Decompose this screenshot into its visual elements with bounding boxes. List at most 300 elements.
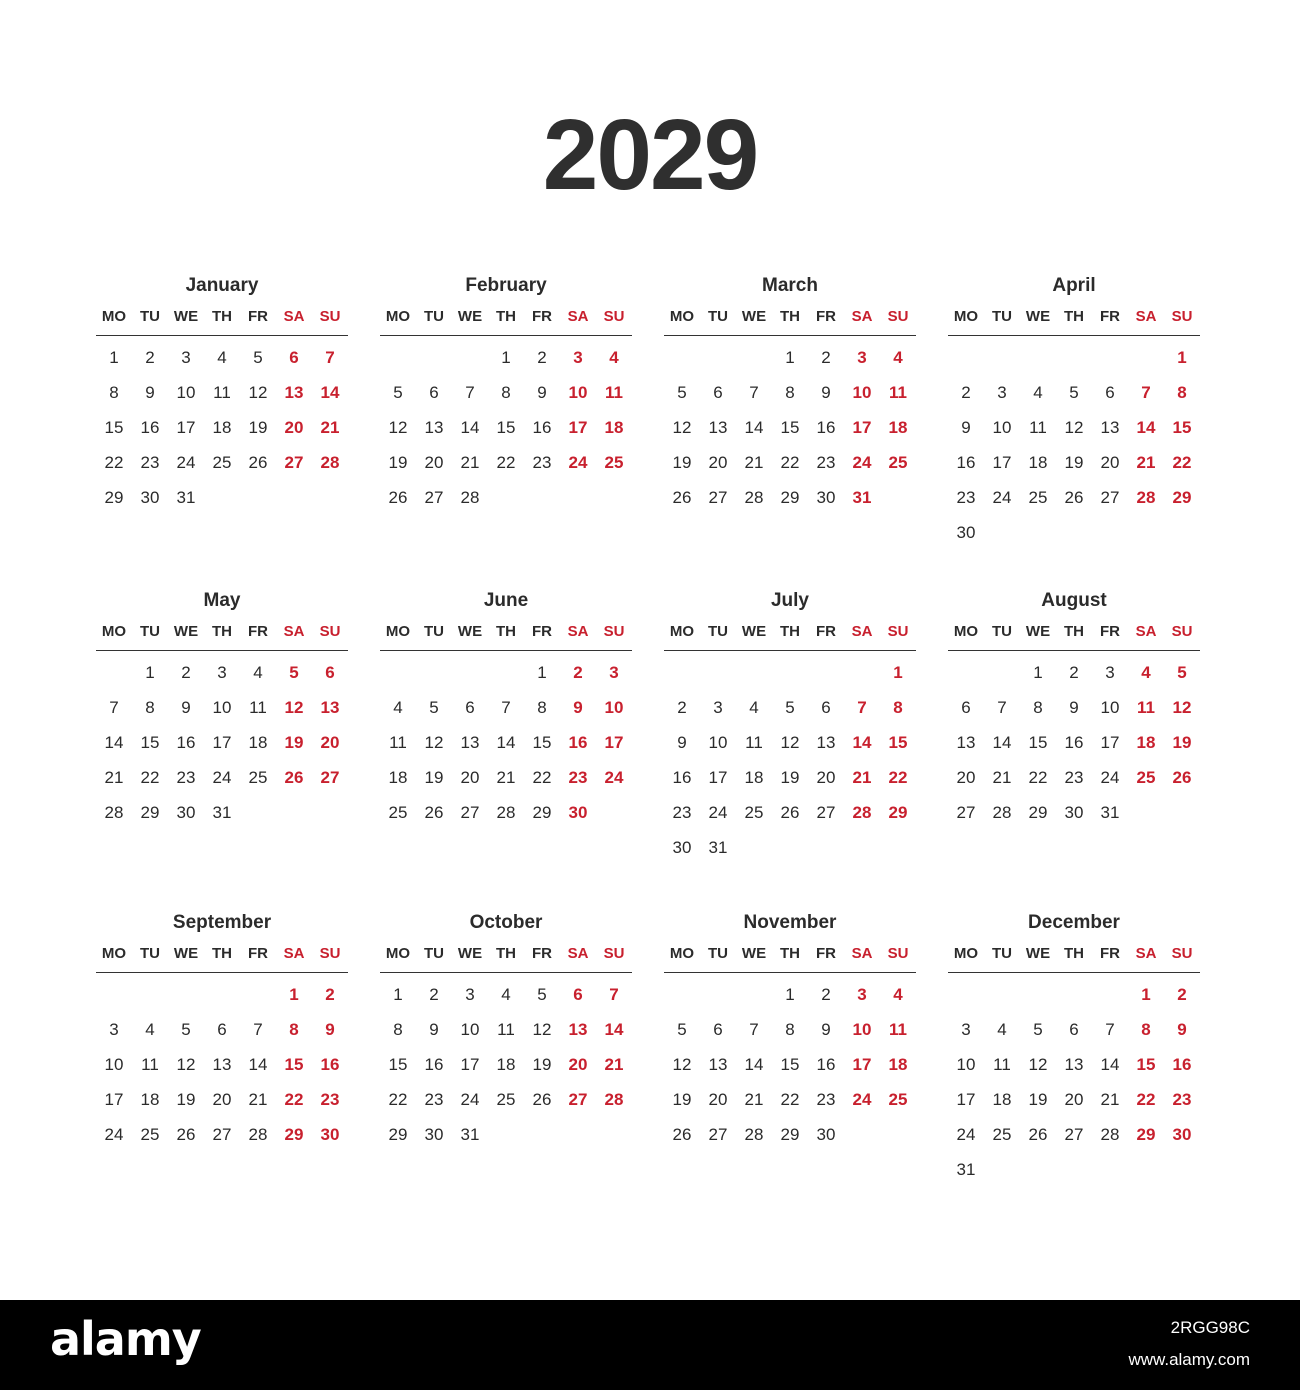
weekday-label: FR bbox=[1100, 945, 1120, 962]
day-cell: 18 bbox=[388, 768, 408, 787]
day-cell: 13 bbox=[708, 418, 728, 437]
day-cell: 16 bbox=[816, 418, 836, 437]
day-cell: 27 bbox=[212, 1125, 232, 1144]
day-cell: 24 bbox=[212, 768, 232, 787]
weekday-label: FR bbox=[816, 945, 836, 962]
day-cell: 7 bbox=[501, 698, 511, 717]
weekday-label: SA bbox=[851, 308, 873, 325]
day-cell: 19 bbox=[672, 453, 692, 472]
month-name: June bbox=[483, 590, 529, 611]
weekday-label: MO bbox=[101, 623, 127, 640]
weekday-label: WE bbox=[741, 623, 767, 640]
day-cell: 14 bbox=[104, 733, 124, 752]
day-cell: 5 bbox=[1177, 663, 1187, 682]
weekday-label: FR bbox=[248, 945, 268, 962]
day-cell: 17 bbox=[460, 1055, 480, 1074]
day-grid bbox=[380, 977, 632, 1152]
day-cell: 8 bbox=[1033, 698, 1043, 717]
day-cell: 30 bbox=[1172, 1125, 1192, 1144]
day-cell: 9 bbox=[1069, 698, 1079, 717]
day-cell: 3 bbox=[857, 985, 867, 1004]
day-cell: 5 bbox=[181, 1020, 191, 1039]
day-cell: 3 bbox=[465, 985, 475, 1004]
empty-cell bbox=[1020, 977, 1056, 1012]
day-cell: 21 bbox=[320, 418, 340, 437]
day-cell: 22 bbox=[532, 768, 552, 787]
day-cell: 16 bbox=[176, 733, 196, 752]
day-cell: 6 bbox=[429, 383, 439, 402]
day-cell: 25 bbox=[496, 1090, 516, 1109]
day-cell: 18 bbox=[604, 418, 624, 437]
day-cell: 2 bbox=[537, 348, 547, 367]
day-grid bbox=[380, 655, 632, 830]
empty-cell bbox=[736, 340, 772, 375]
day-cell: 11 bbox=[497, 1020, 515, 1039]
day-cell: 19 bbox=[176, 1090, 196, 1109]
day-cell: 19 bbox=[672, 1090, 692, 1109]
day-cell: 5 bbox=[785, 698, 795, 717]
day-cell: 16 bbox=[140, 418, 160, 437]
weekday-label: TH bbox=[496, 945, 516, 962]
day-cell: 23 bbox=[1064, 768, 1084, 787]
day-cell: 28 bbox=[852, 803, 872, 822]
weekday-label: TH bbox=[212, 945, 232, 962]
weekday-label: SA bbox=[1135, 308, 1157, 325]
day-cell: 16 bbox=[424, 1055, 444, 1074]
weekday-header bbox=[380, 942, 632, 973]
weekday-label: TU bbox=[708, 945, 728, 962]
day-cell: 22 bbox=[140, 768, 160, 787]
day-cell: 11 bbox=[605, 383, 623, 402]
day-cell: 31 bbox=[852, 488, 872, 507]
day-cell: 22 bbox=[1028, 768, 1048, 787]
day-cell: 2 bbox=[821, 348, 831, 367]
day-cell: 4 bbox=[501, 985, 511, 1004]
day-cell: 23 bbox=[816, 453, 836, 472]
day-cell: 6 bbox=[325, 663, 335, 682]
day-cell: 29 bbox=[1028, 803, 1048, 822]
weekday-label: TH bbox=[212, 308, 232, 325]
day-cell: 26 bbox=[284, 768, 304, 787]
empty-cell bbox=[452, 340, 488, 375]
day-cell: 3 bbox=[857, 348, 867, 367]
day-cell: 18 bbox=[1028, 453, 1048, 472]
day-cell: 13 bbox=[816, 733, 836, 752]
day-cell: 1 bbox=[785, 985, 795, 1004]
weekday-label: TH bbox=[780, 945, 800, 962]
month-name: April bbox=[1052, 275, 1096, 296]
day-cell: 15 bbox=[284, 1055, 304, 1074]
day-cell: 18 bbox=[248, 733, 268, 752]
day-cell: 1 bbox=[501, 348, 511, 367]
day-cell: 18 bbox=[1136, 733, 1156, 752]
day-cell: 9 bbox=[961, 418, 971, 437]
day-cell: 30 bbox=[1064, 803, 1084, 822]
day-cell: 6 bbox=[217, 1020, 227, 1039]
day-cell: 22 bbox=[388, 1090, 408, 1109]
empty-cell bbox=[204, 977, 240, 1012]
day-cell: 18 bbox=[888, 418, 908, 437]
day-grid bbox=[380, 340, 632, 515]
day-cell: 30 bbox=[816, 488, 836, 507]
weekday-header bbox=[96, 942, 348, 973]
day-cell: 4 bbox=[253, 663, 263, 682]
day-cell: 4 bbox=[217, 348, 227, 367]
empty-cell bbox=[808, 655, 844, 690]
month-september bbox=[96, 912, 348, 1152]
day-cell: 29 bbox=[1172, 488, 1192, 507]
day-cell: 26 bbox=[780, 803, 800, 822]
weekday-label: TH bbox=[212, 623, 232, 640]
day-cell: 25 bbox=[604, 453, 624, 472]
day-cell: 27 bbox=[568, 1090, 588, 1109]
day-cell: 9 bbox=[537, 383, 547, 402]
day-cell: 20 bbox=[320, 733, 340, 752]
day-cell: 20 bbox=[1064, 1090, 1084, 1109]
day-cell: 31 bbox=[1100, 803, 1120, 822]
weekday-label: TH bbox=[1064, 623, 1084, 640]
day-cell: 11 bbox=[993, 1055, 1011, 1074]
day-cell: 29 bbox=[888, 803, 908, 822]
day-cell: 28 bbox=[248, 1125, 268, 1144]
day-cell: 6 bbox=[713, 383, 723, 402]
day-cell: 11 bbox=[1029, 418, 1047, 437]
day-cell: 3 bbox=[217, 663, 227, 682]
day-cell: 11 bbox=[1137, 698, 1155, 717]
month-february bbox=[380, 275, 632, 515]
weekday-label: TH bbox=[1064, 945, 1084, 962]
weekday-label: WE bbox=[173, 308, 199, 325]
day-cell: 26 bbox=[176, 1125, 196, 1144]
day-cell: 26 bbox=[1028, 1125, 1048, 1144]
day-cell: 15 bbox=[888, 733, 908, 752]
day-cell: 19 bbox=[388, 453, 408, 472]
month-name: December bbox=[1028, 912, 1120, 933]
day-cell: 7 bbox=[857, 698, 867, 717]
day-cell: 15 bbox=[780, 1055, 800, 1074]
day-cell: 28 bbox=[604, 1090, 624, 1109]
day-cell: 26 bbox=[532, 1090, 552, 1109]
empty-cell bbox=[700, 340, 736, 375]
day-cell: 23 bbox=[140, 453, 160, 472]
day-cell: 27 bbox=[708, 488, 728, 507]
day-cell: 4 bbox=[749, 698, 759, 717]
day-cell: 30 bbox=[956, 523, 976, 542]
day-cell: 20 bbox=[708, 1090, 728, 1109]
day-cell: 27 bbox=[708, 1125, 728, 1144]
day-cell: 8 bbox=[1177, 383, 1187, 402]
empty-cell bbox=[1056, 340, 1092, 375]
empty-cell bbox=[700, 655, 736, 690]
weekday-label: SA bbox=[567, 308, 589, 325]
month-name: January bbox=[185, 275, 259, 296]
day-cell: 29 bbox=[780, 1125, 800, 1144]
day-cell: 12 bbox=[1028, 1055, 1048, 1074]
empty-cell bbox=[488, 655, 524, 690]
day-cell: 2 bbox=[821, 985, 831, 1004]
day-cell: 7 bbox=[253, 1020, 263, 1039]
day-cell: 10 bbox=[604, 698, 624, 717]
month-name: February bbox=[465, 275, 547, 296]
day-cell: 11 bbox=[889, 383, 907, 402]
day-cell: 6 bbox=[573, 985, 583, 1004]
day-cell: 9 bbox=[677, 733, 687, 752]
day-cell: 1 bbox=[893, 663, 903, 682]
weekday-label: SU bbox=[887, 623, 909, 640]
day-cell: 10 bbox=[568, 383, 588, 402]
day-cell: 9 bbox=[573, 698, 583, 717]
day-cell: 7 bbox=[997, 698, 1007, 717]
empty-cell bbox=[948, 977, 984, 1012]
day-cell: 21 bbox=[852, 768, 872, 787]
day-cell: 15 bbox=[140, 733, 160, 752]
weekday-label: FR bbox=[532, 945, 552, 962]
weekday-label: WE bbox=[741, 308, 767, 325]
day-cell: 14 bbox=[320, 383, 340, 402]
day-cell: 2 bbox=[1069, 663, 1079, 682]
day-cell: 23 bbox=[956, 488, 976, 507]
day-cell: 3 bbox=[109, 1020, 119, 1039]
day-grid bbox=[664, 655, 916, 865]
weekday-header bbox=[948, 305, 1200, 336]
day-cell: 13 bbox=[1100, 418, 1120, 437]
day-cell: 12 bbox=[248, 383, 268, 402]
weekday-label: TU bbox=[140, 945, 160, 962]
day-cell: 30 bbox=[424, 1125, 444, 1144]
day-cell: 16 bbox=[672, 768, 692, 787]
weekday-label: WE bbox=[1025, 623, 1051, 640]
day-cell: 20 bbox=[568, 1055, 588, 1074]
weekday-label: MO bbox=[101, 945, 127, 962]
weekday-label: WE bbox=[457, 308, 483, 325]
empty-cell bbox=[736, 655, 772, 690]
day-cell: 5 bbox=[1033, 1020, 1043, 1039]
day-cell: 8 bbox=[393, 1020, 403, 1039]
month-name: September bbox=[172, 912, 272, 933]
weekday-label: MO bbox=[953, 623, 979, 640]
day-grid bbox=[664, 977, 916, 1152]
empty-cell bbox=[380, 655, 416, 690]
day-cell: 22 bbox=[888, 768, 908, 787]
day-cell: 4 bbox=[1141, 663, 1151, 682]
weekday-header bbox=[664, 942, 916, 973]
day-cell: 14 bbox=[248, 1055, 268, 1074]
day-cell: 28 bbox=[1136, 488, 1156, 507]
month-name: October bbox=[469, 912, 543, 933]
day-cell: 7 bbox=[1105, 1020, 1115, 1039]
day-cell: 7 bbox=[609, 985, 619, 1004]
day-cell: 28 bbox=[992, 803, 1012, 822]
day-cell: 13 bbox=[568, 1020, 588, 1039]
day-cell: 11 bbox=[889, 1020, 907, 1039]
day-cell: 24 bbox=[852, 1090, 872, 1109]
day-cell: 25 bbox=[1136, 768, 1156, 787]
day-cell: 29 bbox=[104, 488, 124, 507]
day-cell: 19 bbox=[284, 733, 304, 752]
day-cell: 22 bbox=[284, 1090, 304, 1109]
month-october bbox=[380, 912, 632, 1152]
day-cell: 23 bbox=[424, 1090, 444, 1109]
day-grid bbox=[948, 340, 1200, 550]
day-cell: 10 bbox=[992, 418, 1012, 437]
day-cell: 26 bbox=[672, 488, 692, 507]
weekday-label: MO bbox=[101, 308, 127, 325]
weekday-label: TU bbox=[424, 623, 444, 640]
day-cell: 15 bbox=[1172, 418, 1192, 437]
day-cell: 18 bbox=[992, 1090, 1012, 1109]
month-name: July bbox=[770, 590, 810, 611]
day-cell: 23 bbox=[320, 1090, 340, 1109]
day-cell: 9 bbox=[325, 1020, 335, 1039]
day-cell: 2 bbox=[181, 663, 191, 682]
day-cell: 14 bbox=[992, 733, 1012, 752]
day-cell: 23 bbox=[176, 768, 196, 787]
day-cell: 8 bbox=[109, 383, 119, 402]
weekday-label: SU bbox=[603, 308, 625, 325]
day-cell: 17 bbox=[852, 1055, 872, 1074]
weekday-label: SU bbox=[1171, 623, 1193, 640]
weekday-label: TU bbox=[992, 308, 1012, 325]
day-cell: 25 bbox=[388, 803, 408, 822]
day-cell: 5 bbox=[393, 383, 403, 402]
day-cell: 8 bbox=[893, 698, 903, 717]
day-cell: 1 bbox=[537, 663, 547, 682]
year-title: 2029 bbox=[542, 99, 758, 211]
day-cell: 4 bbox=[145, 1020, 155, 1039]
day-cell: 15 bbox=[496, 418, 516, 437]
day-cell: 20 bbox=[956, 768, 976, 787]
day-cell: 24 bbox=[956, 1125, 976, 1144]
day-cell: 11 bbox=[249, 698, 267, 717]
day-cell: 10 bbox=[708, 733, 728, 752]
day-cell: 25 bbox=[212, 453, 232, 472]
month-december bbox=[948, 912, 1200, 1187]
day-cell: 8 bbox=[289, 1020, 299, 1039]
day-cell: 4 bbox=[609, 348, 619, 367]
day-cell: 20 bbox=[708, 453, 728, 472]
empty-cell bbox=[664, 977, 700, 1012]
day-cell: 15 bbox=[1136, 1055, 1156, 1074]
weekday-label: TU bbox=[424, 945, 444, 962]
day-cell: 24 bbox=[852, 453, 872, 472]
day-cell: 30 bbox=[320, 1125, 340, 1144]
day-cell: 17 bbox=[992, 453, 1012, 472]
weekday-header bbox=[380, 620, 632, 651]
weekday-label: MO bbox=[385, 945, 411, 962]
day-cell: 7 bbox=[325, 348, 335, 367]
day-cell: 16 bbox=[320, 1055, 340, 1074]
day-cell: 1 bbox=[1177, 348, 1187, 367]
weekday-label: WE bbox=[457, 945, 483, 962]
day-cell: 30 bbox=[568, 803, 588, 822]
day-cell: 2 bbox=[961, 383, 971, 402]
weekday-label: MO bbox=[385, 623, 411, 640]
day-cell: 12 bbox=[780, 733, 800, 752]
weekday-label: MO bbox=[953, 945, 979, 962]
day-cell: 23 bbox=[816, 1090, 836, 1109]
day-cell: 19 bbox=[1172, 733, 1192, 752]
weekday-label: MO bbox=[669, 945, 695, 962]
day-cell: 24 bbox=[104, 1125, 124, 1144]
weekday-label: SA bbox=[283, 945, 305, 962]
day-cell: 29 bbox=[140, 803, 160, 822]
day-cell: 31 bbox=[956, 1160, 976, 1179]
weekday-header bbox=[96, 305, 348, 336]
weekday-label: TH bbox=[496, 623, 516, 640]
day-cell: 14 bbox=[744, 418, 764, 437]
day-cell: 5 bbox=[1069, 383, 1079, 402]
day-cell: 2 bbox=[145, 348, 155, 367]
day-cell: 22 bbox=[780, 1090, 800, 1109]
empty-cell bbox=[1092, 977, 1128, 1012]
weekday-label: TU bbox=[992, 623, 1012, 640]
weekday-label: FR bbox=[248, 308, 268, 325]
weekday-label: MO bbox=[669, 623, 695, 640]
empty-cell bbox=[984, 655, 1020, 690]
weekday-label: SU bbox=[603, 623, 625, 640]
day-cell: 6 bbox=[289, 348, 299, 367]
day-cell: 12 bbox=[672, 1055, 692, 1074]
day-cell: 26 bbox=[424, 803, 444, 822]
day-cell: 30 bbox=[140, 488, 160, 507]
day-cell: 12 bbox=[284, 698, 304, 717]
day-cell: 12 bbox=[1064, 418, 1084, 437]
day-cell: 14 bbox=[744, 1055, 764, 1074]
day-cell: 24 bbox=[992, 488, 1012, 507]
day-grid bbox=[664, 340, 916, 515]
day-cell: 5 bbox=[253, 348, 263, 367]
day-cell: 3 bbox=[609, 663, 619, 682]
day-cell: 10 bbox=[852, 1020, 872, 1039]
day-cell: 3 bbox=[181, 348, 191, 367]
day-cell: 27 bbox=[284, 453, 304, 472]
weekday-label: TU bbox=[424, 308, 444, 325]
day-cell: 19 bbox=[780, 768, 800, 787]
day-cell: 28 bbox=[744, 1125, 764, 1144]
day-cell: 24 bbox=[176, 453, 196, 472]
month-june bbox=[380, 590, 632, 830]
day-cell: 16 bbox=[816, 1055, 836, 1074]
day-cell: 23 bbox=[532, 453, 552, 472]
day-cell: 8 bbox=[145, 698, 155, 717]
day-cell: 12 bbox=[672, 418, 692, 437]
empty-cell bbox=[416, 655, 452, 690]
day-cell: 29 bbox=[1136, 1125, 1156, 1144]
day-cell: 1 bbox=[109, 348, 119, 367]
weekday-header bbox=[664, 305, 916, 336]
day-cell: 19 bbox=[248, 418, 268, 437]
day-cell: 11 bbox=[389, 733, 407, 752]
day-cell: 2 bbox=[1177, 985, 1187, 1004]
weekday-label: FR bbox=[816, 308, 836, 325]
empty-cell bbox=[772, 655, 808, 690]
day-cell: 21 bbox=[460, 453, 480, 472]
day-cell: 21 bbox=[1136, 453, 1156, 472]
weekday-label: MO bbox=[953, 308, 979, 325]
empty-cell bbox=[736, 977, 772, 1012]
day-cell: 21 bbox=[604, 1055, 624, 1074]
weekday-label: WE bbox=[173, 623, 199, 640]
day-cell: 12 bbox=[176, 1055, 196, 1074]
day-cell: 16 bbox=[1172, 1055, 1192, 1074]
empty-cell bbox=[1128, 340, 1164, 375]
weekday-label: SU bbox=[319, 308, 341, 325]
day-cell: 28 bbox=[104, 803, 124, 822]
day-cell: 7 bbox=[749, 383, 759, 402]
month-january bbox=[96, 275, 348, 515]
day-cell: 17 bbox=[852, 418, 872, 437]
day-cell: 11 bbox=[745, 733, 763, 752]
